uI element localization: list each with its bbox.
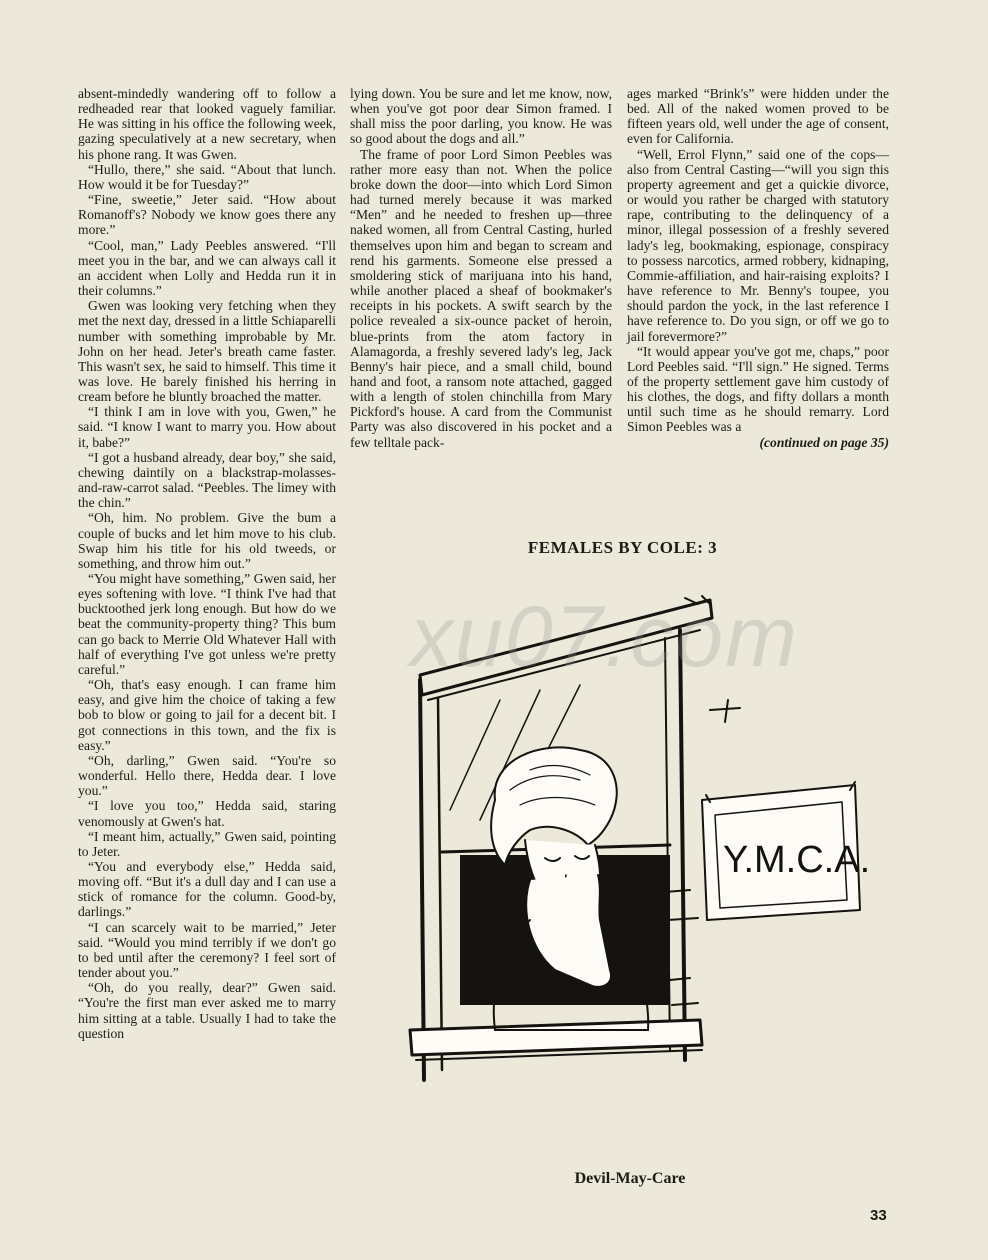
continued-note: (continued on page 35) — [759, 434, 889, 450]
page-number: 33 — [870, 1207, 887, 1224]
paragraph: lying down. You be sure and let me know, now, when you've got poor dear Simon framed. I shall miss the poor darling, you know. He was so good about the dogs and all.” — [350, 86, 612, 147]
paragraph: “I think I am in love with you, Gwen,” he said. “I know I want to marry you. How about it, babe?” — [78, 404, 336, 450]
cartoon-caption: Devil-May-Care — [574, 1170, 686, 1187]
cartoon-illustration — [380, 590, 900, 1090]
paragraph: “I got a husband already, dear boy,” she said, chewing daintily on a blackstrap-molasses-and-raw-carrot salad. “Peebles. The limey with the chin.” — [78, 449, 336, 511]
window-left-frame — [420, 680, 424, 1080]
paragraph: “Oh, do you really, dear?” Gwen said. “You're the first man ever asked me to marry him sitting at a table. Usually I had to take the question — [78, 980, 336, 1041]
paragraph: “Well, Errol Flynn,” said one of the cops—also from Central Casting—“will you sign this property agreement and get a quickie divorce, or would you rather be charged with statutory rape, contributing to the delinquency of a minor, illegal possession of a freshly severed lady's leg, bookmaking, espionage, conspiracy to possess narcotics, armed robbery, kidnaping, Commie-affiliation, and hair-raising exploits? I have reference to Mr. Benny's toupee, you should pardon the yock, in the last reference I have reference to. Do you sign, or off we go to jail forevermore?” — [627, 146, 889, 344]
paragraph: “Oh, him. No problem. Give the bum a couple of bucks and let him move to his club. Swap him his title for his old tweeds, or something, and throw him out.” — [78, 510, 336, 571]
paragraph: “Cool, man,” Lady Peebles answered. “I'll meet you in the bar, and we can always call it an accident when Lolly and Hedda run it in their columns.” — [78, 237, 336, 299]
paragraph: “I meant him, actually,” Gwen said, pointing to Jeter. — [78, 828, 336, 859]
paragraph: Gwen was looking very fetching when they met the next day, dressed in a little Schiaparelli number with something improbable by Mr. John on her head. Jeter's breath came faster. This wasn't sex, he said to himself. This time it was love. He barely finished his herring in cream before he bluntly broached the matter. — [78, 298, 336, 405]
watermark: xu07.com — [410, 589, 799, 685]
paragraph: The frame of poor Lord Simon Peebles was rather more easy than not. When the police broke down the door—into which Lord Simon had turned merely because it was marked “Men” and he needed to freshen up—three naked women, all from Central Casting, hurled themselves upon him and began to scream and rend his garments. Someone else pressed a smoldering stick of marijuana into his hand, while another placed a sheaf of bookmaker's receipts in his pockets. A swift search by the police revealed a six-ounce packet of heroin, blue-prints from the atom factory in Alamagorda, a freshly severed lady's leg, Jack Benny's hair piece, and a small child, bound hand and foot, a ransom note attached, gagged with a length of stolen chinchilla from Mary Pickford's house. A card from the Communist Party was also discovered in his pocket and a few telltale pack- — [350, 146, 612, 450]
window-top-frame — [420, 600, 712, 695]
paragraph: absent-mindedly wandering off to follow a redheaded rear that looked vaguely familiar. He was sitting in his office the following week, gazing speculatively at a new secretary, when his phone rang. It was Gwen. — [78, 86, 336, 162]
paragraph: “Oh, that's easy enough. I can frame him easy, and give him the choice of taking a few bob to blow or going to jail for a decent bit. I got connections in this town, and the fix is easy.” — [78, 677, 336, 753]
window-sill — [410, 1020, 702, 1055]
article-column-2 — [350, 86, 612, 450]
paragraph: “It would appear you've got me, chaps,” poor Lord Peebles said. “I'll sign.” He signed. Terms of the property settlement gave him custody of his clothes, the dogs, and fifty dollars a month until such time as he should remarry. Lord Simon Peebles was a — [627, 343, 889, 435]
paragraph: “Fine, sweetie,” Jeter said. “How about Romanoff's? Nobody we know goes there any more.” — [78, 192, 336, 238]
paragraph: “Oh, darling,” Gwen said. “You're so wonderful. Hello there, Hedda dear. I love you.” — [78, 752, 336, 799]
paragraph: “I can scarcely wait to be married,” Jeter said. “Would you mind terribly if we don't go to bed until after the ceremony? I feel sort of tender about you.” — [78, 919, 336, 981]
paragraph: “Hullo, there,” she said. “About that lunch. How would it be for Tuesday?” — [78, 161, 336, 192]
ymca-sign-text: Y.M.C.A. — [723, 839, 871, 881]
paragraph: “You might have something,” Gwen said, her eyes softening with love. “I think I've had that bucktoothed jerk long enough. But how do we beat the community-property thing? This bum can go back to Merrie Old Whatever Hall with half of everything I've got unless we're pretty careful.” — [78, 571, 336, 677]
paragraph: “You and everybody else,” Hedda said, moving off. “But it's a dull day and I can use a stick of romance for the column. Good-by, darlings.” — [78, 858, 336, 920]
cartoon-feature-title: FEMALES BY COLE: 3 — [527, 538, 718, 557]
article-column-3 — [627, 86, 889, 450]
paragraph: “I love you too,” Hedda said, staring venomously at Gwen's hat. — [78, 798, 336, 829]
paragraph: ages marked “Brink's” were hidden under the bed. All of the naked women proved to be fifteen years old, well under the age of consent, even for California. — [627, 86, 889, 147]
window-right-frame — [680, 630, 685, 1060]
article-column-1 — [78, 86, 336, 1041]
